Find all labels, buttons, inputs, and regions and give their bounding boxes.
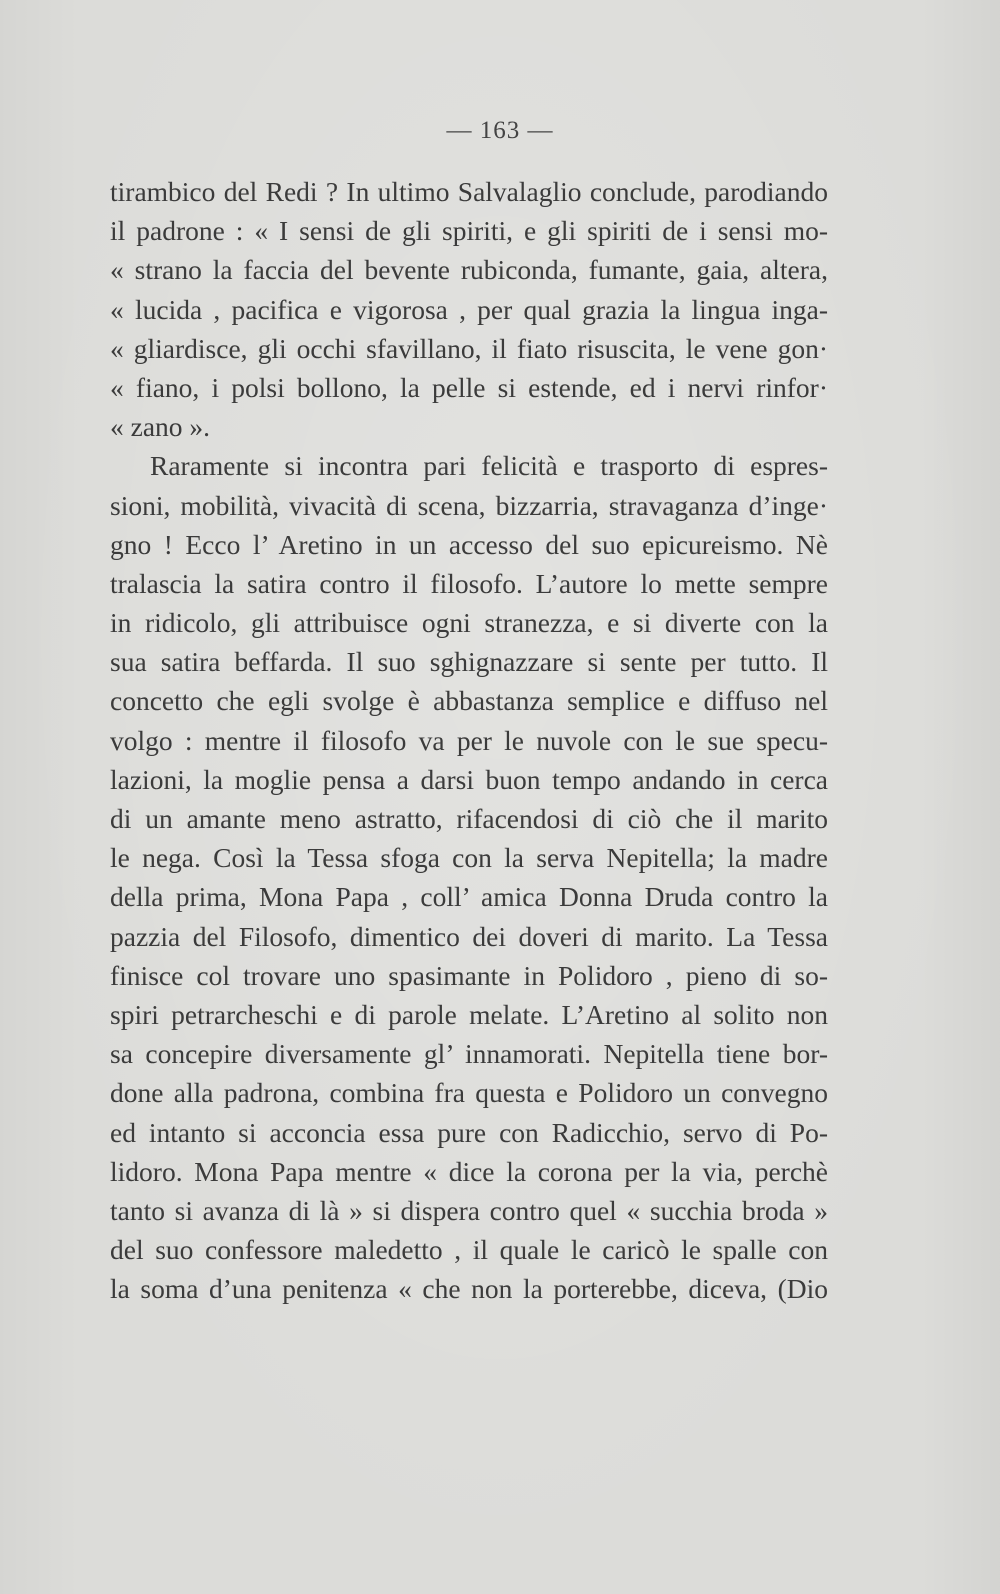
text-line: « gliardisce, gli occhi sfavillano, il fiato risuscita, le vene gon· bbox=[110, 332, 828, 364]
text-line: spiri petrarcheschi e di parole melate. L’Aretino al solito non bbox=[110, 998, 828, 1030]
text-line: tralascia la satira contro il filosofo. L’autore lo mette sempre bbox=[110, 567, 828, 599]
page-number: — 163 — bbox=[446, 117, 554, 144]
text-line: « zano ». bbox=[110, 411, 211, 443]
text-line: lidoro. Mona Papa mentre « dice la corona per la via, perchè bbox=[110, 1155, 828, 1187]
text-line: « fiano, i polsi bollono, la pelle si estende, ed i nervi rinfor· bbox=[110, 371, 828, 403]
text-line: del suo confessore maledetto , il quale le caricò le spalle con bbox=[110, 1234, 828, 1266]
text-line: gno ! Ecco l’ Aretino in un accesso del suo epicureismo. Nè bbox=[110, 528, 828, 560]
text-line: ed intanto si acconcia essa pure con Radicchio, servo di Po- bbox=[110, 1116, 828, 1148]
text-line: lazioni, la moglie pensa a darsi buon tempo andando in cerca bbox=[110, 763, 828, 795]
text-line: il padrone : « I sensi de gli spiriti, e gli spiriti de i sensi mo- bbox=[110, 215, 828, 247]
text-line: la soma d’una penitenza « che non la porterebbe, diceva, (Dio bbox=[110, 1273, 828, 1305]
text-line: tanto si avanza di là » si dispera contro quel « succhia broda » bbox=[110, 1194, 828, 1226]
text-line: sua satira beffarda. Il suo sghignazzare si sente per tutto. Il bbox=[110, 646, 828, 678]
text-line: volgo : mentre il filosofo va per le nuvole con le sue specu- bbox=[110, 724, 828, 756]
text-line: di un amante meno astratto, rifacendosi di ciò che il marito bbox=[110, 803, 828, 834]
text-line: le nega. Così la Tessa sfoga con la serva Nepitella; la madre bbox=[110, 842, 828, 874]
body-text bbox=[110, 172, 828, 1308]
text-line: finisce col trovare uno spasimante in Polidoro , pieno di so- bbox=[110, 959, 828, 991]
text-line: « lucida , pacifica e vigorosa , per qual grazia la lingua inga- bbox=[110, 293, 828, 325]
text-line: done alla padrona, combina fra questa e Polidoro un convegno bbox=[110, 1077, 828, 1109]
text-line: Raramente si incontra pari felicità e trasporto di espres- bbox=[150, 450, 828, 482]
text-line: in ridicolo, gli attribuisce ogni stranezza, e si diverte con la bbox=[110, 607, 828, 639]
text-line: « strano la faccia del bevente rubiconda, fumante, gaia, altera, bbox=[110, 254, 828, 286]
text-line: sioni, mobilità, vivacità di scena, bizzarria, stravaganza d’inge· bbox=[110, 489, 828, 521]
text-line: della prima, Mona Papa , coll’ amica Donna Druda contro la bbox=[110, 881, 828, 913]
text-line: concetto che egli svolge è abbastanza semplice e diffuso nel bbox=[110, 685, 828, 717]
text-line: tirambico del Redi ? In ultimo Salvalaglio conclude, parodiando bbox=[110, 176, 828, 207]
text-line: sa concepire diversamente gl’ innamorati. Nepitella tiene bor- bbox=[110, 1038, 828, 1070]
text-line: pazzia del Filosofo, dimentico dei doveri di marito. La Tessa bbox=[110, 920, 828, 952]
